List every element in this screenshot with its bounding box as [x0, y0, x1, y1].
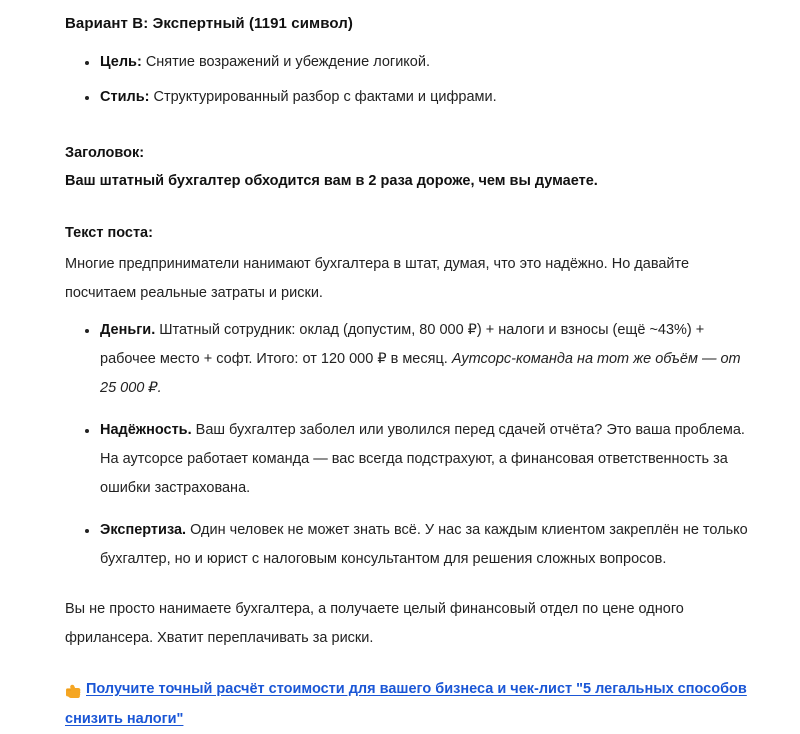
meta-bullet-list [65, 48, 760, 112]
spacer [65, 587, 760, 595]
spacer [65, 192, 760, 206]
variant-heading: Вариант B: Экспертный (1191 символ) [65, 15, 353, 32]
spacer [65, 118, 760, 126]
bullet-text: Структурированный разбор с фактами и цифрами. [149, 89, 497, 105]
list-item [65, 316, 760, 403]
list-item [65, 516, 760, 574]
bullet-label: Надёжность. [100, 422, 192, 438]
spacer [65, 308, 760, 316]
bullet-text: Штатный сотрудник: оклад (допустим, 80 000 ₽) + налоги и взносы (ещё ~43%) + рабочее место + софт. Итого: от 120 000 ₽ в месяц. [100, 322, 705, 367]
bullet-label: Деньги. [100, 322, 156, 338]
pointing-right-hand-emoji [65, 676, 82, 705]
intro-paragraph: Многие предприниматели нанимают бухгалтера в штат, думая, что это надёжно. Но давайте посчитаем реальные затраты и риски. [65, 256, 690, 301]
argument-bullet-list [65, 316, 760, 574]
bullet-label: Экспертиза. [100, 522, 187, 538]
cta-link[interactable]: Получите точный расчёт стоимости для вашего бизнеса и чек-лист "5 легальных способов снизить налоги" [65, 681, 747, 727]
bullet-italic-text: Аутсорс-команда на тот же объём — от 25 000 ₽. [100, 351, 741, 396]
bullet-label: Стиль: [100, 89, 150, 105]
list-item [65, 83, 760, 112]
post-headline: Ваш штатный бухгалтер обходится вам в 2 раза дороже, чем вы думаете. [65, 173, 598, 189]
closing-paragraph: Вы не просто нанимаете бухгалтера, а получаете целый финансовый отдел по цене одного фрилансера. Хватит переплачивать за риски. [65, 601, 684, 646]
bullet-text: Ваш бухгалтер заболел или уволился перед сдачей отчёта? Это ваша проблема. На аутсорсе работает команда — вас всегда подстрахуют, а финансовая ответственность за ошибки застрахована. [100, 422, 745, 496]
cta-block [65, 675, 760, 734]
list-item [65, 48, 760, 77]
headline-section-label: Заголовок: [65, 145, 145, 161]
bullet-text: Один человек не может знать всё. У нас за каждым клиентом закреплён не только бухгалтер, но и юрист с налоговым консультантом для решения сложных вопросов. [100, 522, 748, 567]
bullet-text: Снятие возражений и убеждение логикой. [141, 54, 430, 70]
post-section-label: Текст поста: [65, 225, 153, 241]
spacer [65, 653, 760, 675]
list-item [65, 416, 760, 503]
bullet-label: Цель: [100, 54, 142, 70]
